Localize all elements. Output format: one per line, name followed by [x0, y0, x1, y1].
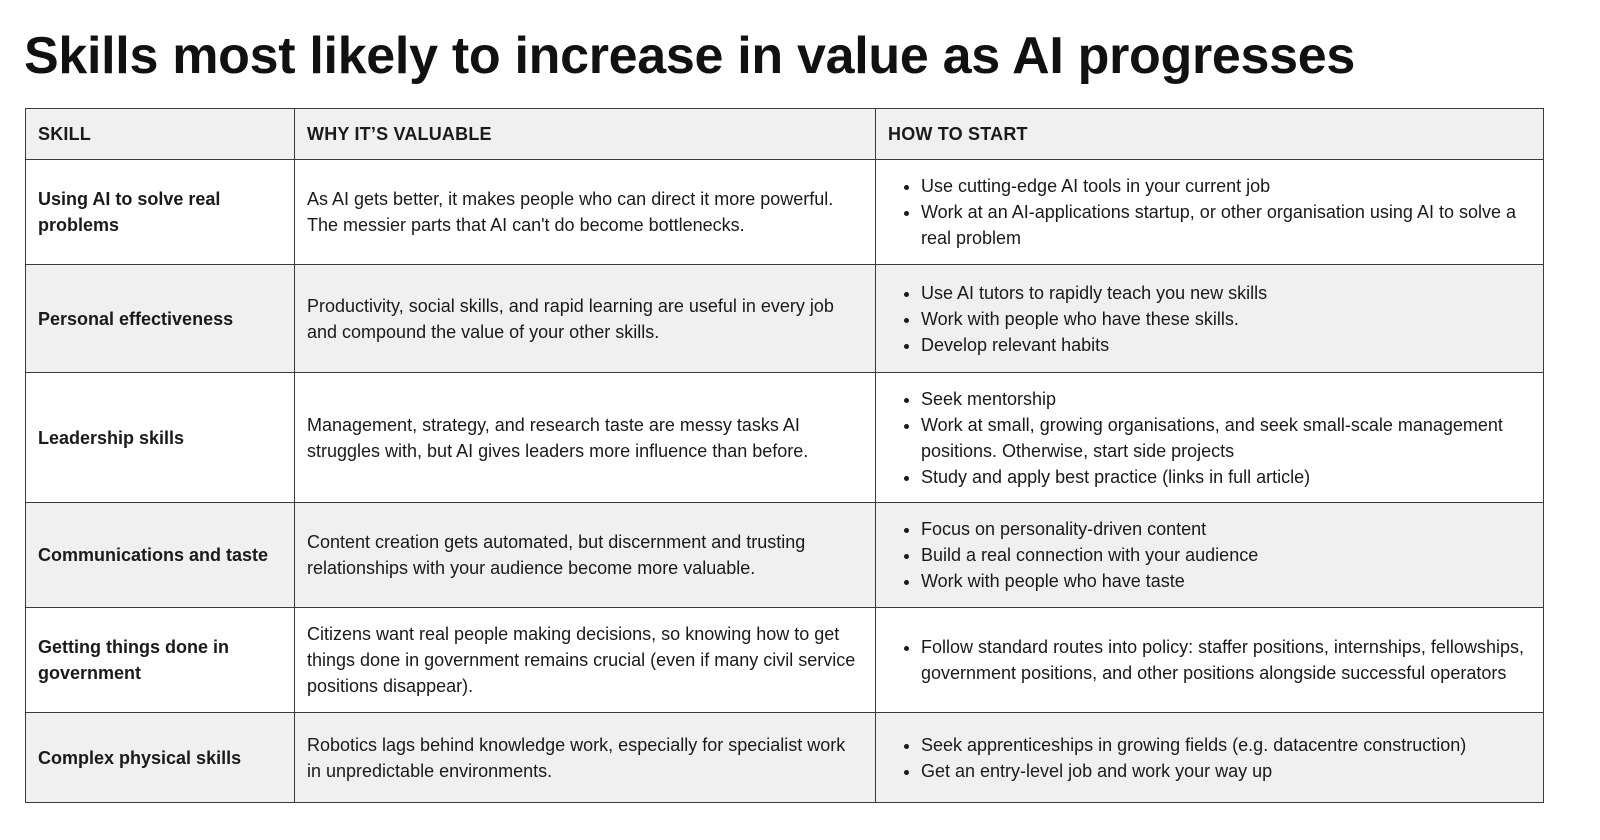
table-row: [26, 608, 1544, 713]
how-list-item: • Work at small, growing organisations, and seek small-scale management positions. Otherwise, start side projects: [921, 412, 1531, 464]
table-header: [26, 109, 1544, 160]
table-row: [26, 373, 1544, 503]
why-cell: As AI gets better, it makes people who can direct it more powerful. The messier parts that AI can't do become bottlenecks.: [295, 160, 876, 265]
how-cell: [876, 608, 1544, 713]
how-cell: [876, 160, 1544, 265]
skills-table: [25, 108, 1544, 803]
how-list: [888, 634, 1531, 686]
header-row: [26, 109, 1544, 160]
skill-cell: Using AI to solve real problems: [26, 160, 295, 265]
how-cell: [876, 265, 1544, 373]
how-list-item: • Seek mentorship: [921, 386, 1531, 412]
how-list-item: • Develop relevant habits: [921, 332, 1531, 358]
table-row: [26, 160, 1544, 265]
skill-cell: Leadership skills: [26, 373, 295, 503]
how-list-item: • Get an entry-level job and work your way up: [921, 758, 1531, 784]
column-header-why: WHY IT’S VALUABLE: [295, 109, 876, 160]
why-cell: Content creation gets automated, but discernment and trusting relationships with your audience become more valuable.: [295, 503, 876, 608]
why-cell: Robotics lags behind knowledge work, especially for specialist work in unpredictable environments.: [295, 713, 876, 803]
how-list-item: • Work at an AI-applications startup, or other organisation using AI to solve a real problem: [921, 199, 1531, 251]
how-list-item: • Work with people who have taste: [921, 568, 1531, 594]
how-cell: [876, 373, 1544, 503]
why-cell: Citizens want real people making decisions, so knowing how to get things done in government remains crucial (even if many civil service positions disappear).: [295, 608, 876, 713]
skill-cell: Personal effectiveness: [26, 265, 295, 373]
how-list-item: • Focus on personality-driven content: [921, 516, 1531, 542]
skill-cell: Complex physical skills: [26, 713, 295, 803]
table-row: [26, 265, 1544, 373]
how-list-item: • Work with people who have these skills.: [921, 306, 1531, 332]
column-header-skill: SKILL: [26, 109, 295, 160]
how-list: [888, 732, 1531, 784]
how-list-item: • Seek apprenticeships in growing fields (e.g. datacentre construction): [921, 732, 1531, 758]
how-cell: [876, 713, 1544, 803]
how-list-item: • Use cutting-edge AI tools in your current job: [921, 173, 1531, 199]
how-list: [888, 386, 1531, 490]
how-list: [888, 516, 1531, 594]
why-cell: Management, strategy, and research taste are messy tasks AI struggles with, but AI gives leaders more influence than before.: [295, 373, 876, 503]
how-cell: [876, 503, 1544, 608]
how-list: [888, 280, 1531, 358]
table-row: [26, 503, 1544, 608]
how-list-item: • Study and apply best practice (links in full article): [921, 464, 1531, 490]
how-list: [888, 173, 1531, 251]
why-cell: Productivity, social skills, and rapid learning are useful in every job and compound the value of your other skills.: [295, 265, 876, 373]
how-list-item: • Use AI tutors to rapidly teach you new skills: [921, 280, 1531, 306]
how-list-item: • Build a real connection with your audience: [921, 542, 1531, 568]
page-title: Skills most likely to increase in value as AI progresses: [24, 27, 1356, 85]
skill-cell: Getting things done in government: [26, 608, 295, 713]
column-header-how: HOW TO START: [876, 109, 1544, 160]
table-body: [26, 160, 1544, 803]
skill-cell: Communications and taste: [26, 503, 295, 608]
how-list-item: • Follow standard routes into policy: staffer positions, internships, fellowships, government positions, and other positions alongside successful operators: [921, 634, 1531, 686]
table-row: [26, 713, 1544, 803]
